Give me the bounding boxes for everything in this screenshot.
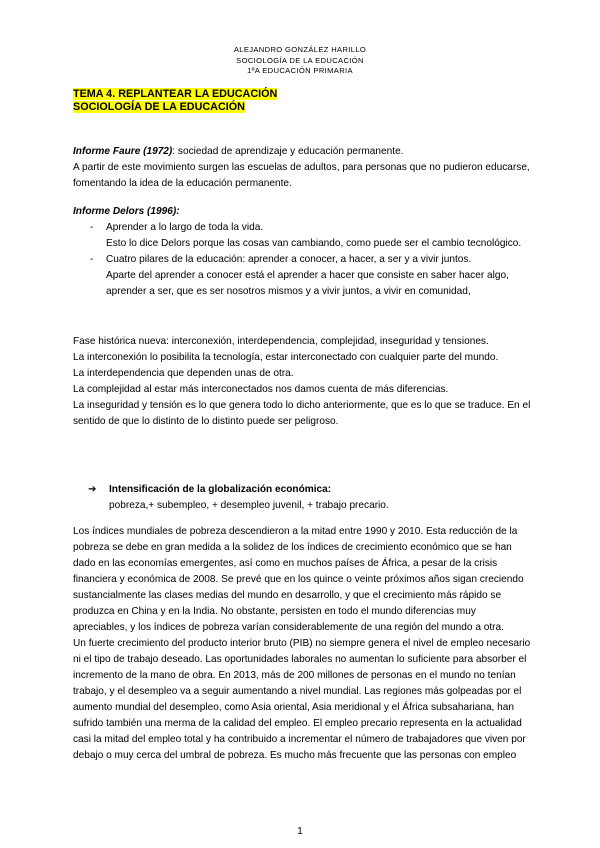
- delors-colon: :: [176, 206, 180, 217]
- faure-label: Informe Faure (1972): [73, 146, 173, 157]
- phase-section: [73, 334, 533, 430]
- employment-paragraph: Un fuerte crecimiento del producto interior bruto (PIB) no siempre genera el nivel de empleo necesario ni el tipo de trabajo deseado. Las oportunidades laborales no aumentan lo suficiente para absorber el incremento de la mano de obra. En 2013, más de 200 millones de personas en el mundo no tenían trabajo, y el desempleo va a seguir aumentando a nivel mundial. Las regiones más golpeadas por el aumento mundial del desempleo, como Asia oriental, Asia meridional y el África subsahariana, han sufrido también una merma de la calidad del empleo. El empleo precario representa en la actualidad casi la mitad del empleo total y ha contribuido a incrementar el número de trabajadores que viven por debajo o muy cerca del umbral de pobreza. Es mucho más frecuente que las personas con empleo: [73, 638, 531, 761]
- list-item: [73, 220, 533, 252]
- delors-item-detail: Aparte del aprender a conocer está el aprender a hacer que consiste en saber hacer algo, aprender a ser, que es ser nosotros mismos y a vivir juntos, a vivir en comunidad,: [106, 270, 509, 297]
- faure-section: [73, 144, 533, 192]
- faure-text: : sociedad de aprendizaje y educación permanente.: [172, 146, 404, 157]
- phase-line: La interdependencia que dependen unas de otra.: [73, 368, 294, 379]
- header-course: 1ºA EDUCACIÓN PRIMARIA: [247, 66, 353, 75]
- phase-line: La inseguridad y tensión es lo que genera todo lo dicho anteriormente, que es lo que se traduce. En el sentido de que lo distinto de lo distinto puede ser peligroso.: [73, 400, 531, 427]
- delors-label: Informe Delors (1996): [73, 206, 177, 217]
- delors-item-lead: - Cuatro pilares de la educación: aprender a conocer, a hacer, a ser y a vivir juntos.: [106, 254, 472, 265]
- header-subject: SOCIOLOGÍA DE LA EDUCACIÓN: [236, 55, 364, 65]
- arrow-right-icon: ➔: [88, 484, 97, 495]
- list-item: [73, 252, 533, 300]
- delors-item-lead: - Aprender a lo largo de toda la vida.: [106, 222, 264, 233]
- phase-line: La interconexión lo posibilita la tecnología, estar interconectado con cualquier parte del mundo.: [73, 352, 499, 363]
- poverty-paragraph: Los índices mundiales de pobreza descendieron a la mitad entre 1990 y 2010. Esta reducción de la pobreza se debe en gran medida a la solidez de los índices de crecimiento económico que se han dado en las economías emergentes, así como en muchos países de África, a pesar de la crisis financiera y económica de 2008. Se prevé que en los quince o veinte próximos años sigan creciendo sustancialmente las clases medias del mundo en desarrollo, y que el crecimiento más rápido se produzca en China y en la India. No obstante, persisten en todo el mundo diferencias muy apreciables, y los índices de pobreza varían considerablemente de una región del mundo a otra.: [73, 526, 524, 633]
- delors-item-detail: Esto lo dice Delors porque las cosas van cambiando, como puede ser el cambio tecnológico.: [106, 238, 522, 249]
- delors-list: [73, 220, 533, 300]
- title-subject: SOCIOLOGÍA DE LA EDUCACIÓN: [73, 101, 245, 113]
- title-topic: TEMA 4. REPLANTEAR LA EDUCACIÓN: [73, 88, 278, 100]
- header-author: ALEJANDRO GONZÁLEZ HARILLO: [233, 45, 367, 54]
- globalization-section: [88, 482, 389, 514]
- document-titles: [73, 88, 277, 114]
- faure-paragraph: A partir de este movimiento surgen las escuelas de adultos, para personas que no pudieron educarse, fomentando la idea de la educación permanente.: [73, 162, 530, 189]
- poverty-employment-section: [73, 524, 533, 764]
- page-number: 1: [297, 826, 303, 837]
- document-header: [0, 45, 600, 77]
- phase-line: Fase histórica nueva: interconexión, interdependencia, complejidad, inseguridad y tensiones.: [73, 336, 489, 347]
- phase-line: La complejidad al estar más interconectados nos damos cuenta de más diferencias.: [73, 384, 449, 395]
- globalization-title: Intensificación de la globalización económica:: [109, 484, 332, 495]
- globalization-subtitle: pobreza,+ subempleo, + desempleo juvenil, + trabajo precario.: [109, 500, 389, 511]
- delors-section: [73, 204, 533, 300]
